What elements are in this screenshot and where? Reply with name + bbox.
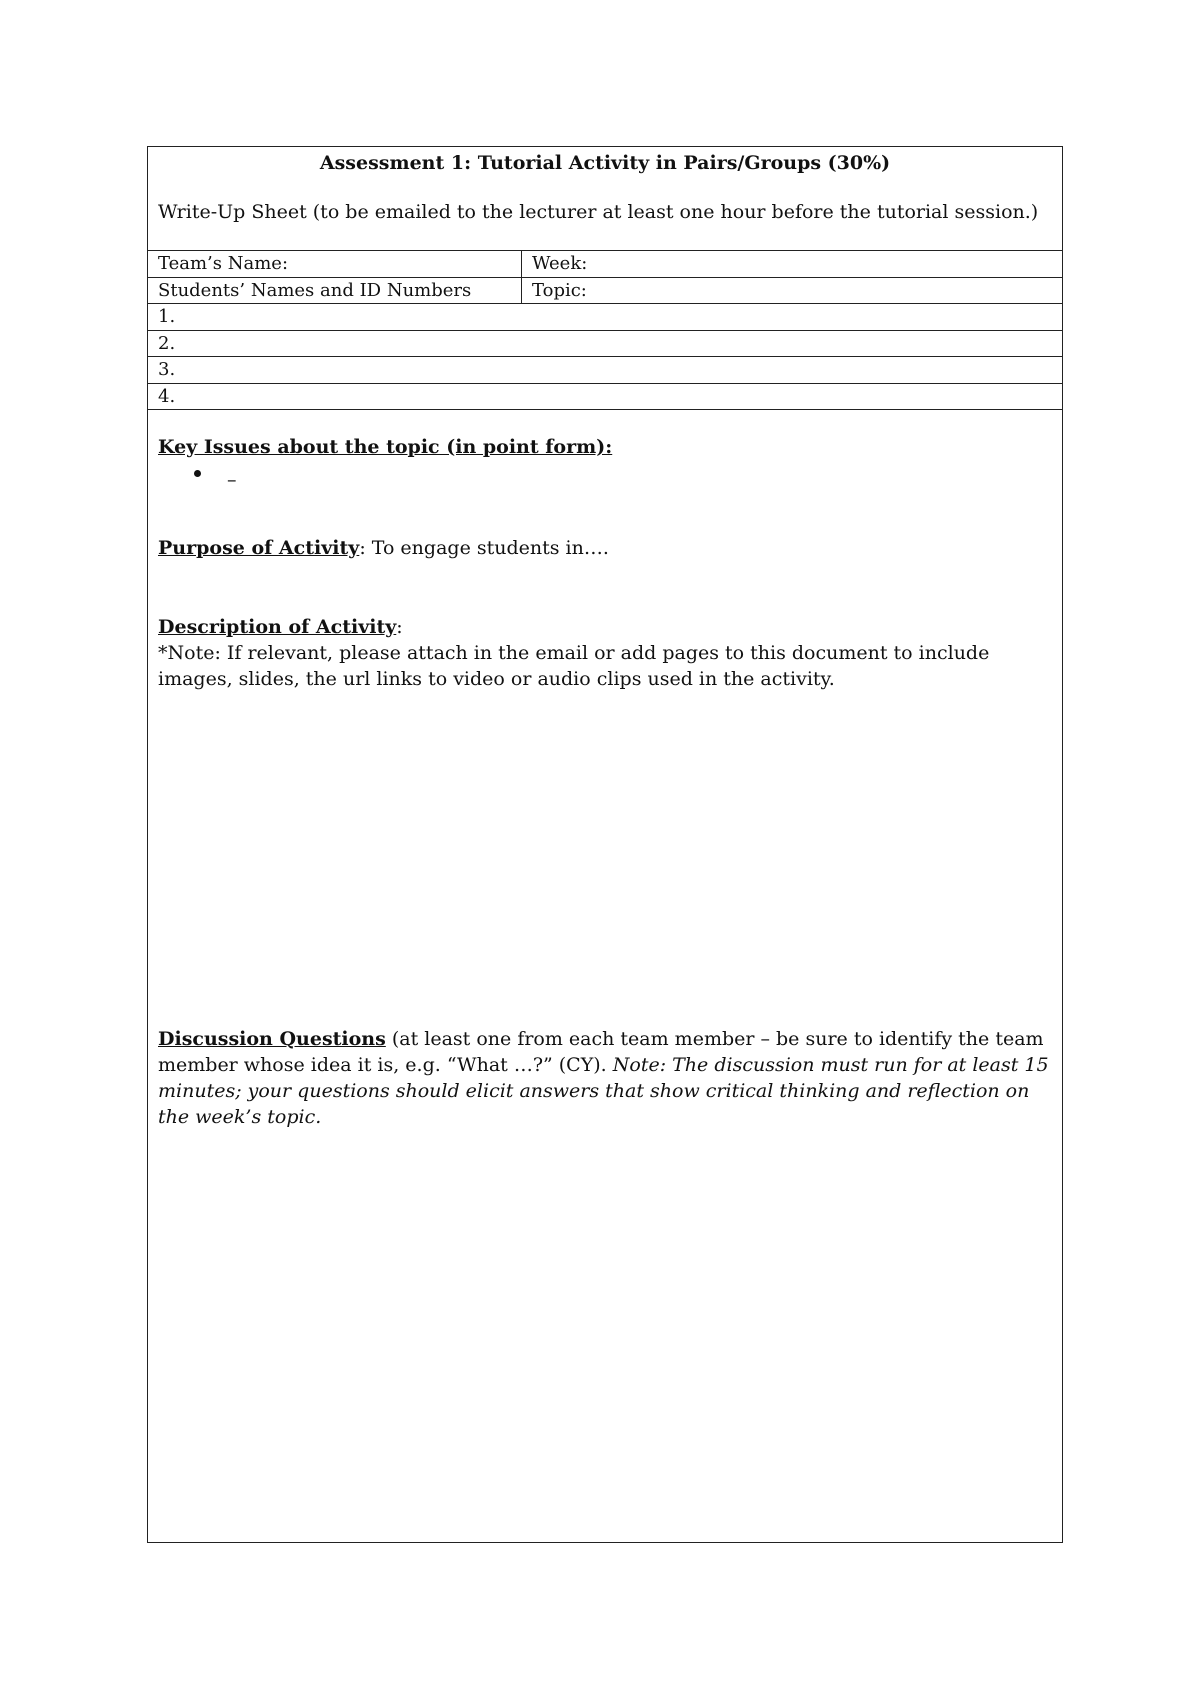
team-week-row bbox=[148, 251, 1062, 278]
student-row-number: 2. bbox=[158, 332, 176, 354]
students-label: Students’ Names and ID Numbers bbox=[158, 279, 472, 301]
discussion-section bbox=[158, 1026, 1052, 1130]
student-row-3[interactable] bbox=[148, 357, 1062, 384]
topic-label: Topic: bbox=[532, 279, 587, 301]
topic-field[interactable] bbox=[522, 280, 1062, 301]
purpose-heading: Purpose of Activity bbox=[158, 537, 360, 559]
team-name-field[interactable] bbox=[148, 251, 522, 277]
students-header-cell bbox=[148, 278, 522, 304]
student-row-2[interactable] bbox=[148, 331, 1062, 358]
write-up-sheet-form bbox=[147, 146, 1063, 1543]
purpose-text: : To engage students in…. bbox=[359, 537, 609, 559]
key-issues-bullet bbox=[194, 465, 237, 491]
form-header bbox=[148, 147, 1062, 251]
student-row-number: 4. bbox=[158, 385, 176, 407]
week-field[interactable] bbox=[522, 253, 1062, 274]
team-name-label: Team’s Name: bbox=[158, 253, 289, 275]
key-issues-heading: Key Issues about the topic (in point form): bbox=[158, 436, 613, 458]
bullet-text: – bbox=[227, 469, 237, 491]
students-topic-row bbox=[148, 278, 1062, 305]
student-row-1[interactable] bbox=[148, 304, 1062, 331]
student-row-number: 1. bbox=[158, 306, 176, 328]
description-colon: : bbox=[396, 616, 403, 638]
week-label: Week: bbox=[532, 253, 588, 275]
student-row-number: 3. bbox=[158, 359, 176, 381]
bullet-icon bbox=[194, 470, 201, 477]
form-subtitle: Write-Up Sheet (to be emailed to the lecturer at least one hour before the tutorial session.) bbox=[158, 201, 1039, 223]
description-heading: Description of Activity bbox=[158, 616, 397, 638]
key-issues-section bbox=[158, 436, 612, 458]
discussion-text: (at least one from each team member – be sure to identify the team member whose idea it is, e.g. “What …?” (CY). bbox=[158, 1028, 1044, 1076]
description-section bbox=[158, 614, 1052, 692]
description-note: *Note: If relevant, please attach in the email or add pages to this document to include images, slides, the url links to video or audio clips used in the activity. bbox=[158, 642, 990, 690]
student-row-4[interactable] bbox=[148, 384, 1062, 411]
discussion-note: Note: The discussion must run for at least 15 minutes; your questions should elicit answers that show critical thinking and reflection on the week’s topic. bbox=[158, 1054, 1049, 1128]
purpose-section bbox=[158, 537, 609, 559]
discussion-heading: Discussion Questions bbox=[158, 1028, 386, 1050]
page-title: Assessment 1: Tutorial Activity in Pairs/Groups (30%) bbox=[319, 152, 891, 174]
